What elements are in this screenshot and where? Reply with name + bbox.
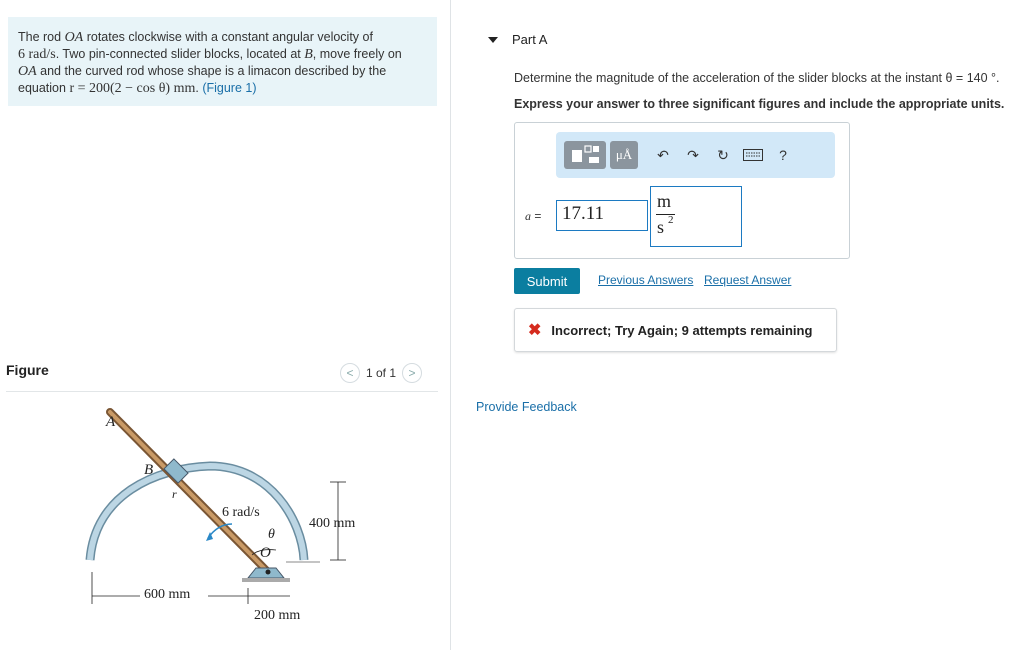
math-toolbar	[556, 132, 835, 178]
limacon-equation: r = 200(2 − cos θ) mm	[69, 81, 196, 96]
redo-button[interactable]	[678, 142, 708, 168]
mechanism-figure	[80, 400, 380, 630]
label-b: B	[144, 462, 154, 478]
units-exponent: 2	[668, 214, 674, 226]
label-omega: 6 rad/s	[222, 505, 260, 520]
previous-answers-link[interactable]: Previous Answers	[598, 273, 694, 287]
figure-pager	[340, 363, 422, 383]
problem-line-2: 6 rad/s. Two pin-connected slider blocks, located at B, move freely on	[18, 47, 402, 62]
request-answer-link[interactable]: Request Answer	[704, 273, 792, 287]
keyboard-button[interactable]	[738, 142, 768, 168]
question-text: Determine the magnitude of the acceleration of the slider blocks at the instant θ = 140 °.	[514, 71, 1000, 85]
problem-line-3: OA and the curved rod whose shape is a limacon described by the	[18, 64, 387, 79]
figure-link[interactable]: (Figure 1)	[202, 81, 257, 95]
chevron-right-icon: >	[408, 366, 416, 380]
part-label: Part A	[512, 32, 548, 47]
label-r: r	[172, 487, 177, 501]
label-o: O	[260, 545, 271, 561]
value-input[interactable]: 17.11	[556, 200, 648, 231]
label-200mm: 200 mm	[254, 608, 301, 623]
ground-base	[242, 578, 290, 582]
keyboard-icon	[743, 149, 763, 161]
undo-icon: ↶	[657, 146, 669, 163]
reset-button[interactable]	[708, 142, 738, 168]
undo-button[interactable]	[648, 142, 678, 168]
label-400mm: 400 mm	[309, 516, 356, 531]
prev-figure-button[interactable]	[340, 363, 360, 383]
pin-o	[266, 570, 271, 575]
submit-button[interactable]: Submit	[514, 268, 580, 294]
reset-icon: ↻	[717, 146, 729, 163]
next-figure-button[interactable]	[402, 363, 422, 383]
figure-title: Figure	[6, 362, 49, 378]
templates-icon	[564, 141, 606, 169]
help-button[interactable]: ?	[779, 147, 787, 163]
label-a: A	[106, 414, 116, 430]
figure-divider	[6, 391, 438, 392]
incorrect-icon: ✖	[528, 322, 542, 339]
units-numerator: m	[657, 191, 672, 211]
provide-feedback-link[interactable]: Provide Feedback	[476, 400, 577, 414]
units-button[interactable]: μÅ	[610, 141, 638, 169]
var-oa: OA	[64, 30, 84, 45]
problem-line-1: The rod OA rotates clockwise with a constant angular velocity of	[18, 30, 373, 45]
feedback-text: Incorrect; Try Again; 9 attempts remaining	[551, 322, 813, 338]
feedback-message	[514, 308, 837, 352]
part-a-header[interactable]	[488, 32, 547, 47]
problem-line-4: equation r = 200(2 − cos θ) mm. (Figure 1)	[18, 81, 257, 96]
chevron-left-icon: <	[346, 366, 354, 380]
label-theta: θ	[268, 527, 275, 542]
problem-statement	[8, 17, 437, 106]
pane-divider	[450, 0, 451, 650]
instruction-text: Express your answer to three significant figures and include the appropriate units.	[514, 97, 1005, 111]
answer-variable: a =	[525, 209, 542, 223]
redo-icon: ↷	[687, 146, 699, 163]
label-600mm: 600 mm	[144, 587, 191, 602]
caret-down-icon[interactable]	[488, 37, 498, 43]
figure-page-count: 1 of 1	[366, 366, 397, 380]
units-input[interactable]	[650, 186, 742, 247]
limacon-rod-inner	[90, 466, 304, 560]
templates-button[interactable]	[564, 141, 606, 169]
limacon-rod	[90, 466, 304, 560]
units-denominator: s	[657, 217, 665, 237]
slider-block-b	[164, 459, 188, 483]
answer-box	[514, 122, 850, 259]
